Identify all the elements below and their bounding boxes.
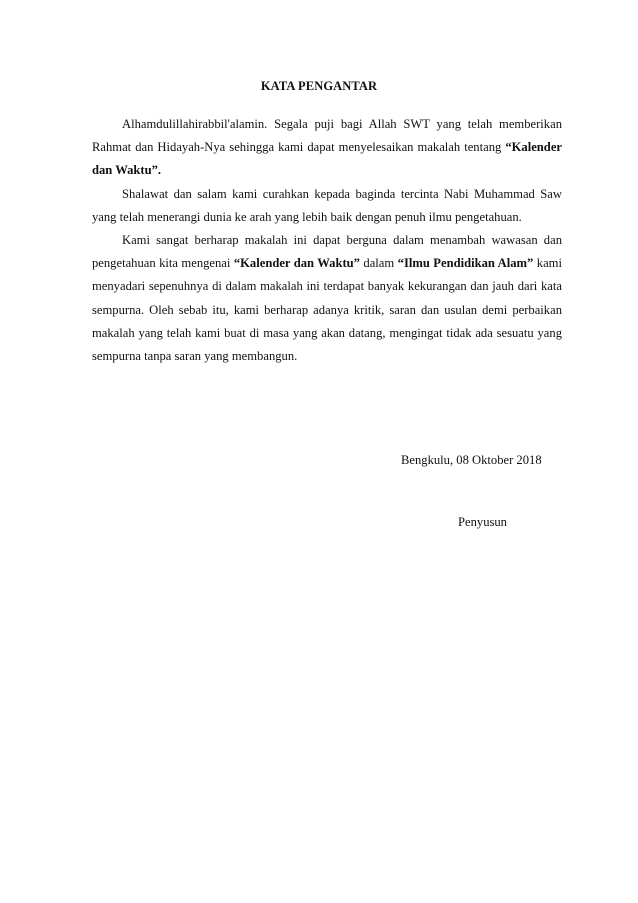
place-date: Bengkulu, 08 Oktober 2018 [401,453,542,467]
paragraph-opening [92,113,562,183]
page-title: KATA PENGANTAR [260,79,378,93]
paragraph-hope [92,229,562,368]
document-body [92,113,562,368]
paragraph-shalawat: Shalawat dan salam kami curahkan kepada baginda tercinta Nabi Muhammad Saw yang telah menerangi dunia ke arah yang lebih baik dengan penuh ilmu pengetahuan. [92,186,562,224]
paragraph-hope-text: Kami sangat berharap makalah ini dapat berguna dalam menambah wawasan dan pengetahuan kita mengenai [92,233,562,271]
course-emphasis: “Ilmu Pendidikan Alam” [397,256,534,271]
author-label: Penyusun [458,515,507,529]
paragraph-hope-tail: kami menyadari sepenuhnya di dalam makalah ini terdapat banyak kekurangan dan jauh dari kata sempurna. Oleh sebab itu, kami berharap adanya kritik, saran dan usulan demi perbaikan makalah yang telah kami buat di masa yang akan datang, mengingat tidak ada sesuatu yang sempurna tanpa saran yang membangun. [92,256,562,364]
paragraph-hope-middle: dalam [359,256,398,271]
paragraph-opening-text: Alhamdulillahirabbil'alamin. Segala puji bagi Allah SWT yang telah memberikan Rahmat dan Hidayah-Nya sehingga kami dapat menyelesaikan makalah tentang [92,117,562,155]
paper-title-emphasis: “Kalender dan Waktu”. [92,140,562,178]
topic-emphasis: “Kalender dan Waktu” [233,256,360,271]
